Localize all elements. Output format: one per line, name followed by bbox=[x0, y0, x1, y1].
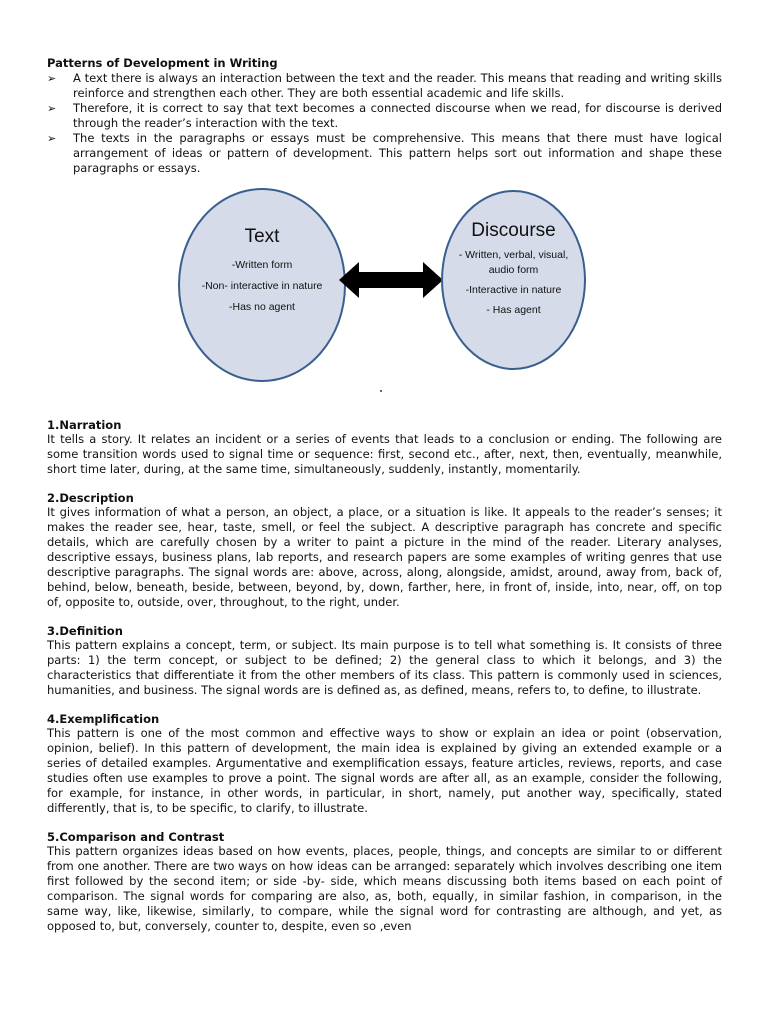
section-definition bbox=[47, 624, 722, 698]
section-description bbox=[47, 491, 722, 610]
discourse-ellipse-item: -Interactive in nature bbox=[465, 284, 562, 296]
section-body: This pattern organizes ideas based on how events, places, people, things, and concepts are similar to or different from one another. There are two ways on how ideas can be arranged: separately which involves describing one item first followed by the second item; or side -by- side, which means discussing both items based on each point of comparison. The signal words for comparing are also, as, both, equally, in similar fashion, in comparison, in the same way, like, likewise, similarly, to compare, while the signal word for contrasting are although, and yet, as opposed to, but, conversely, counter to, despite, even so ,even bbox=[47, 844, 722, 933]
section-narration bbox=[47, 418, 722, 477]
text-ellipse bbox=[178, 188, 346, 382]
section-heading: 4.Exemplification bbox=[47, 712, 160, 726]
section-body: This pattern is one of the most common and effective ways to show or explain an idea or point (observation, opinion, belief). In this pattern of development, the main idea is explained by giving an extended example or a series of detailed examples. Argumentative and exemplification essays, feature articles, reviews, reports, and case studies often use examples to prove a point. The signal words are after all, as an example, consider the following, for example, for instance, in other words, in particular, in short, namely, put another way, specifically, stated differently, that is, to be specific, to clarify, to illustrate. bbox=[47, 726, 722, 815]
intro-bullet-list bbox=[47, 71, 722, 176]
section-comparison-contrast bbox=[47, 830, 722, 934]
section-body: It gives information of what a person, an object, a place, or a situation is like. It appeals to the reader’s senses; it makes the reader see, hear, taste, smell, or feel the subject. A descriptive paragraph has concrete and specific details, which are carefully chosen by a writer to paint a picture in the mind of the reader. Literary analyses, descriptive essays, business plans, lab reports, and research papers are some examples of writing genres that use descriptive paragraphs. The signal words are: above, across, along, alongside, amidst, around, away from, back of, behind, below, beneath, beside, between, beyond, by, down, farther, here, in front of, inside, into, near, off, on top of, opposite to, outside, over, throughout, to the right, under. bbox=[47, 505, 722, 609]
arrow-bullet-icon: ➢ bbox=[47, 72, 57, 85]
discourse-ellipse bbox=[441, 190, 586, 370]
section-heading: 2.Description bbox=[47, 491, 134, 505]
text-ellipse-title: Text bbox=[244, 226, 280, 247]
text-ellipse-item: -Has no agent bbox=[229, 301, 295, 313]
arrow-bullet-icon: ➢ bbox=[47, 132, 57, 145]
double-arrow-icon bbox=[339, 260, 443, 300]
arrow-bullet-icon: ➢ bbox=[47, 102, 57, 115]
document-title: Patterns of Development in Writing bbox=[47, 56, 278, 70]
discourse-ellipse-title: Discourse bbox=[471, 220, 556, 241]
text-ellipse-item: -Written form bbox=[231, 259, 293, 271]
bullet-text: The texts in the paragraphs or essays must be comprehensive. This means that there must have logical arrangement of ideas or pattern of development. This pattern helps sort out information and shape these paragraphs or essays. bbox=[73, 131, 722, 175]
bullet-item bbox=[47, 101, 722, 131]
text-ellipse-item: -Non- interactive in nature bbox=[201, 280, 323, 292]
section-heading: 5.Comparison and Contrast bbox=[47, 830, 225, 844]
discourse-ellipse-item: - Has agent bbox=[486, 304, 541, 316]
document-page bbox=[47, 56, 722, 934]
text-discourse-diagram bbox=[47, 178, 722, 418]
bullet-text: Therefore, it is correct to say that text becomes a connected discourse when we read, for discourse is derived through the reader’s interaction with the text. bbox=[73, 101, 722, 130]
section-body: It tells a story. It relates an incident or a series of events that leads to a conclusion or ending. The following are some transition words used to signal time or sequence: first, second etc., after, next, then, eventually, meanwhile, short time later, during, at the same time, simultaneously, suddenly, instantly, momentarily. bbox=[47, 432, 722, 476]
discourse-ellipse-item: - Written, verbal, visual, audio form bbox=[458, 249, 569, 276]
bullet-text: A text there is always an interaction between the text and the reader. This means that reading and writing skills reinforce and strengthen each other. They are both essential academic and life skills. bbox=[73, 71, 722, 100]
bullet-item bbox=[47, 131, 722, 176]
stray-dot bbox=[380, 390, 382, 392]
bullet-item bbox=[47, 71, 722, 101]
section-exemplification bbox=[47, 712, 722, 816]
section-heading: 3.Definition bbox=[47, 624, 123, 638]
section-body: This pattern explains a concept, term, or subject. Its main purpose is to tell what something is. It consists of three parts: 1) the term concept, or subject to be defined; 2) the general class to which it belongs, and 3) the characteristics that differentiate it from the other members of its class. This pattern is commonly used in sciences, humanities, and business. The signal words are is defined as, as defined, means, refers to, to define, to illustrate. bbox=[47, 638, 722, 697]
section-heading: 1.Narration bbox=[47, 418, 122, 432]
